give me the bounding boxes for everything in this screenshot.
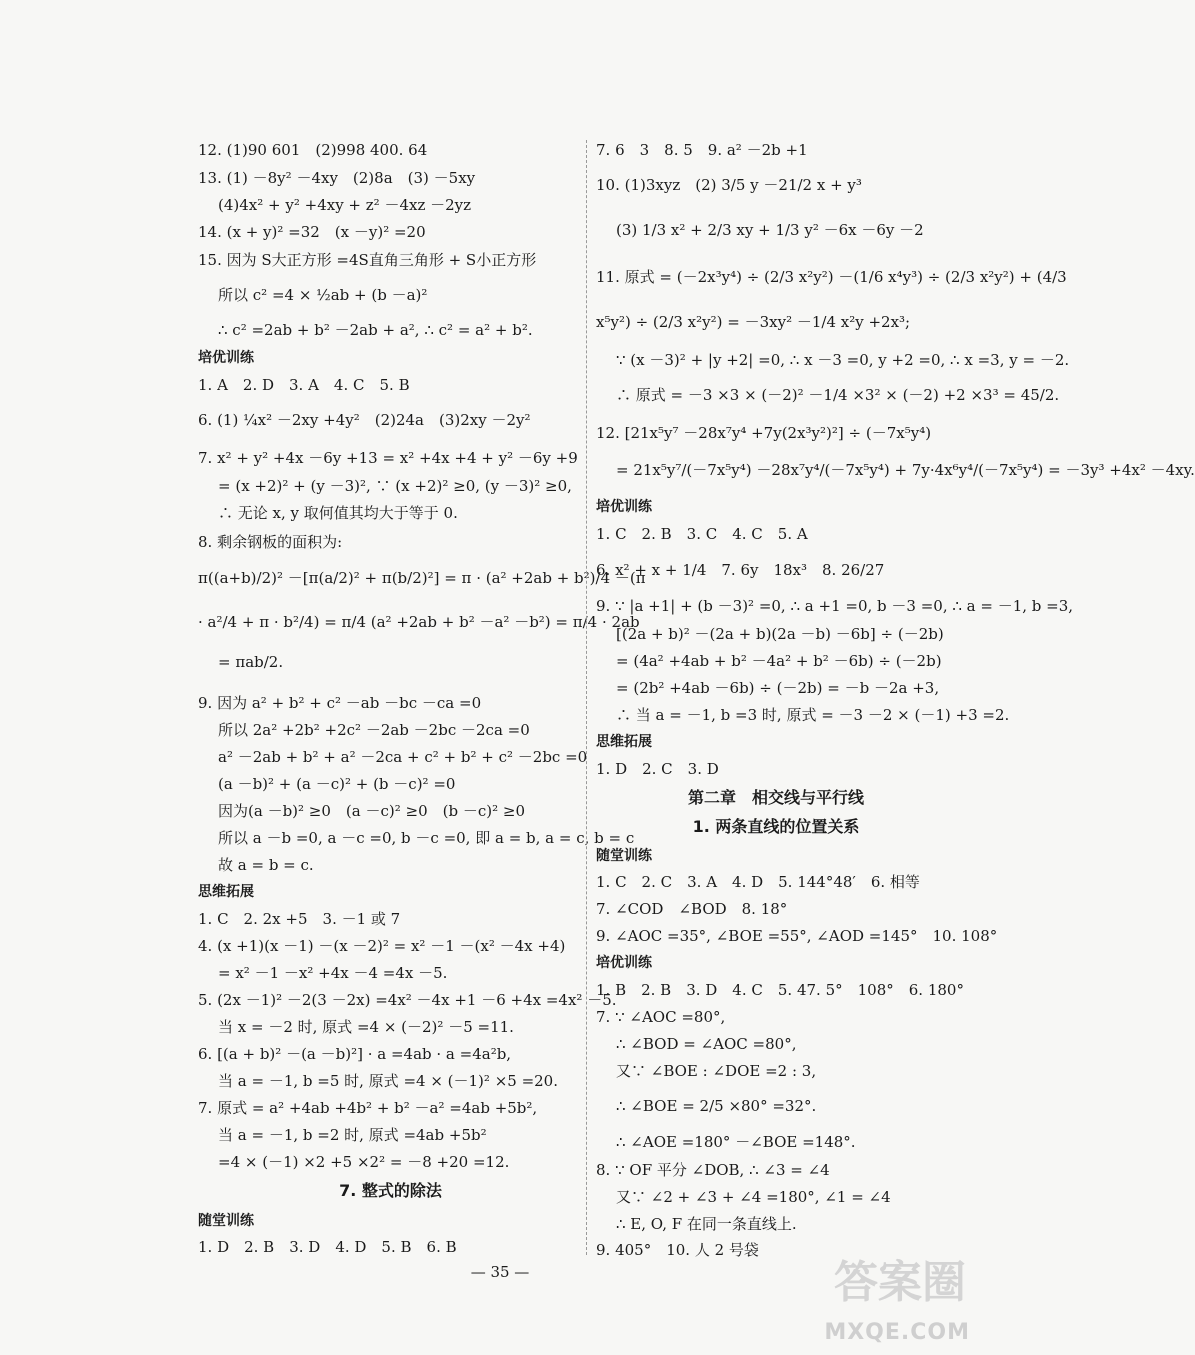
answer-line: 1. B 2. B 3. D 4. C 5. 47. 5° 108° 6. 180°: [596, 981, 964, 999]
answer-line: 8. ∵ OF 平分 ∠DOB, ∴ ∠3 = ∠4: [596, 1161, 830, 1179]
answer-line: 7. x² + y² +4x －6y +13 = x² +4x +4 + y² －6y +9: [198, 449, 578, 467]
answer-line: (4)4x² + y² +4xy + z² －4xz －2yz: [218, 196, 472, 214]
answer-line: 1. C 2. 2x +5 3. －1 或 7: [198, 910, 401, 928]
watermark-logo: 答案圈: [834, 1257, 966, 1308]
answer-line: 1. C 2. B 3. C 4. C 5. A: [596, 525, 808, 543]
section-title: 1. 两条直线的位置关系: [692, 817, 860, 836]
answer-line: 所以 c² =4 × ½ab + (b －a)²: [218, 286, 428, 304]
answer-line: 5. (2x －1)² －2(3 －2x) =4x² －4x +1 －6 +4x =4x² －5.: [198, 991, 617, 1009]
answer-line: ∴ 无论 x, y 取何值其均大于等于 0.: [218, 504, 458, 522]
answer-line: 7. ∵ ∠AOC =80°,: [596, 1008, 726, 1026]
section-heading: 思维拓展: [596, 734, 652, 750]
section-heading: 随堂训练: [596, 848, 652, 864]
section-heading: 培优训练: [596, 955, 652, 971]
answer-line: 7. ∠COD ∠BOD 8. 18°: [596, 900, 788, 918]
answer-line: = (x +2)² + (y －3)², ∵ (x +2)² ≥0, (y －3)² ≥0,: [218, 477, 572, 495]
answer-line: 10. (1)3xyz (2) 3/5 y －21/2 x + y³: [596, 176, 862, 194]
answer-line: 7. 原式 = a² +4ab +4b² + b² －a² =4ab +5b²,: [198, 1099, 538, 1117]
answer-line: ∴ ∠AOE =180° －∠BOE =148°.: [616, 1133, 856, 1151]
answer-line: ∵ (x －3)² + |y +2| =0, ∴ x －3 =0, y +2 =0, ∴ x =3, y = －2.: [616, 351, 1070, 369]
answer-line: 所以 2a² +2b² +2c² －2ab －2bc －2ca =0: [218, 721, 530, 739]
answer-line: = (2b² +4ab －6b) ÷ (－2b) = －b －2a +3,: [616, 679, 940, 697]
answer-line: ∴ E, O, F 在同一条直线上.: [616, 1215, 797, 1233]
answer-line: 当 a = －1, b =2 时, 原式 =4ab +5b²: [218, 1126, 487, 1144]
answer-line: · a²/4 + π · b²/4) = π/4 (a² +2ab + b² －a² －b²) = π/4 · 2ab: [198, 613, 640, 631]
answer-line: = x² －1 －x² +4x －4 =4x －5.: [218, 964, 448, 982]
section-title: 7. 整式的除法: [339, 1181, 442, 1200]
answer-line: 1. D 2. B 3. D 4. D 5. B 6. B: [198, 1238, 457, 1256]
answer-line: 当 x = －2 时, 原式 =4 × (－2)² －5 =11.: [218, 1018, 514, 1036]
answer-line: 9. 405° 10. 人 2 号袋: [596, 1241, 759, 1259]
answer-line: 又∵ ∠BOE : ∠DOE =2 : 3,: [616, 1062, 817, 1080]
answer-line: 6. (1) ¼x² －2xy +4y² (2)24a (3)2xy －2y²: [198, 411, 531, 429]
answer-line: 又∵ ∠2 + ∠3 + ∠4 =180°, ∠1 = ∠4: [616, 1188, 891, 1206]
answer-line: 4. (x +1)(x －1) －(x －2)² = x² －1 －(x² －4x +4): [198, 937, 566, 955]
answer-line: 8. 剩余钢板的面积为:: [198, 533, 343, 551]
answer-line: ∴ 原式 = －3 ×3 × (－2)² －1/4 ×3² × (－2) +2 ×3³ = 45/2.: [616, 386, 1060, 404]
answer-line: π((a+b)/2)² －[π(a/2)² + π(b/2)²] = π · (a² +2ab + b²)/4 －(π: [198, 569, 646, 587]
answer-line: 6. [(a + b)² －(a －b)²] · a =4ab · a =4a²b,: [198, 1045, 512, 1063]
column-divider: [586, 140, 587, 1255]
section-heading: 培优训练: [198, 350, 254, 366]
answer-line: 1. A 2. D 3. A 4. C 5. B: [198, 376, 410, 394]
answer-line: [(2a + b)² －(2a + b)(2a －b) －6b] ÷ (－2b): [616, 625, 944, 643]
answer-line: ∴ c² =2ab + b² －2ab + a², ∴ c² = a² + b².: [218, 321, 533, 339]
answer-line: ∴ 当 a = －1, b =3 时, 原式 = －3 －2 × (－1) +3 =2.: [616, 706, 1010, 724]
answer-line: 12. [21x⁵y⁷ －28x⁷y⁴ +7y(2x³y²)²] ÷ (－7x⁵y⁴): [596, 424, 932, 442]
answer-line: 9. ∵ |a +1| + (b －3)² =0, ∴ a +1 =0, b －3 =0, ∴ a = －1, b =3,: [596, 597, 1074, 615]
answer-line: (3) 1/3 x² + 2/3 xy + 1/3 y² －6x －6y －2: [616, 221, 924, 239]
answer-line: a² －2ab + b² + a² －2ca + c² + b² + c² －2bc =0: [218, 748, 588, 766]
answer-line: 1. D 2. C 3. D: [596, 760, 719, 778]
answer-line: 所以 a －b =0, a －c =0, b －c =0, 即 a = b, a = c, b = c: [218, 829, 635, 847]
watermark: MXQE.COM: [824, 1320, 970, 1345]
section-title: 第二章 相交线与平行线: [687, 788, 864, 807]
section-heading: 随堂训练: [198, 1213, 254, 1229]
answer-line: 因为(a －b)² ≥0 (a －c)² ≥0 (b －c)² ≥0: [218, 802, 525, 820]
answer-line: 7. 6 3 8. 5 9. a² －2b +1: [596, 141, 808, 159]
answer-line: 15. 因为 S大正方形 =4S直角三角形 + S小正方形: [198, 251, 537, 269]
answer-line: 故 a = b = c.: [218, 856, 314, 874]
answer-line: x⁵y²) ÷ (2/3 x²y²) = －3xy² －1/4 x²y +2x³;: [596, 313, 911, 331]
answer-line: =4 × (－1) ×2 +5 ×2² = －8 +20 =12.: [218, 1153, 510, 1171]
section-heading: 培优训练: [596, 499, 652, 515]
page-number: — 35 —: [470, 1263, 530, 1281]
answer-line: 6. x² + x + 1/4 7. 6y 18x³ 8. 26/27: [596, 561, 885, 579]
answer-line: 11. 原式 = (－2x³y⁴) ÷ (2/3 x²y²) －(1/6 x⁴y³) ÷ (2/3 x²y²) + (4/3: [596, 268, 1067, 286]
answer-line: 14. (x + y)² =32 (x －y)² =20: [198, 223, 426, 241]
answer-line: (a －b)² + (a －c)² + (b －c)² =0: [218, 775, 456, 793]
answer-line: = πab/2.: [218, 653, 284, 671]
answer-line: ∴ ∠BOD = ∠AOC =80°,: [616, 1035, 797, 1053]
answer-line: 9. 因为 a² + b² + c² －ab －bc －ca =0: [198, 694, 482, 712]
answer-line: = (4a² +4ab + b² －4a² + b² －6b) ÷ (－2b): [616, 652, 942, 670]
answer-line: 当 a = －1, b =5 时, 原式 =4 × (－1)² ×5 =20.: [218, 1072, 558, 1090]
answer-line: 12. (1)90 601 (2)998 400. 64: [198, 141, 428, 159]
answer-line: = 21x⁵y⁷/(－7x⁵y⁴) －28x⁷y⁴/(－7x⁵y⁴) + 7y·4x⁶y⁴/(－7x⁵y⁴) = －3y³ +4x² －4xy.: [616, 461, 1195, 479]
section-heading: 思维拓展: [198, 884, 254, 900]
answer-line: 9. ∠AOC =35°, ∠BOE =55°, ∠AOD =145° 10. 108°: [596, 927, 998, 945]
answer-line: ∴ ∠BOE = 2/5 ×80° =32°.: [616, 1097, 817, 1115]
answer-line: 1. C 2. C 3. A 4. D 5. 144°48′ 6. 相等: [596, 873, 920, 891]
answer-line: 13. (1) －8y² －4xy (2)8a (3) －5xy: [198, 169, 476, 187]
